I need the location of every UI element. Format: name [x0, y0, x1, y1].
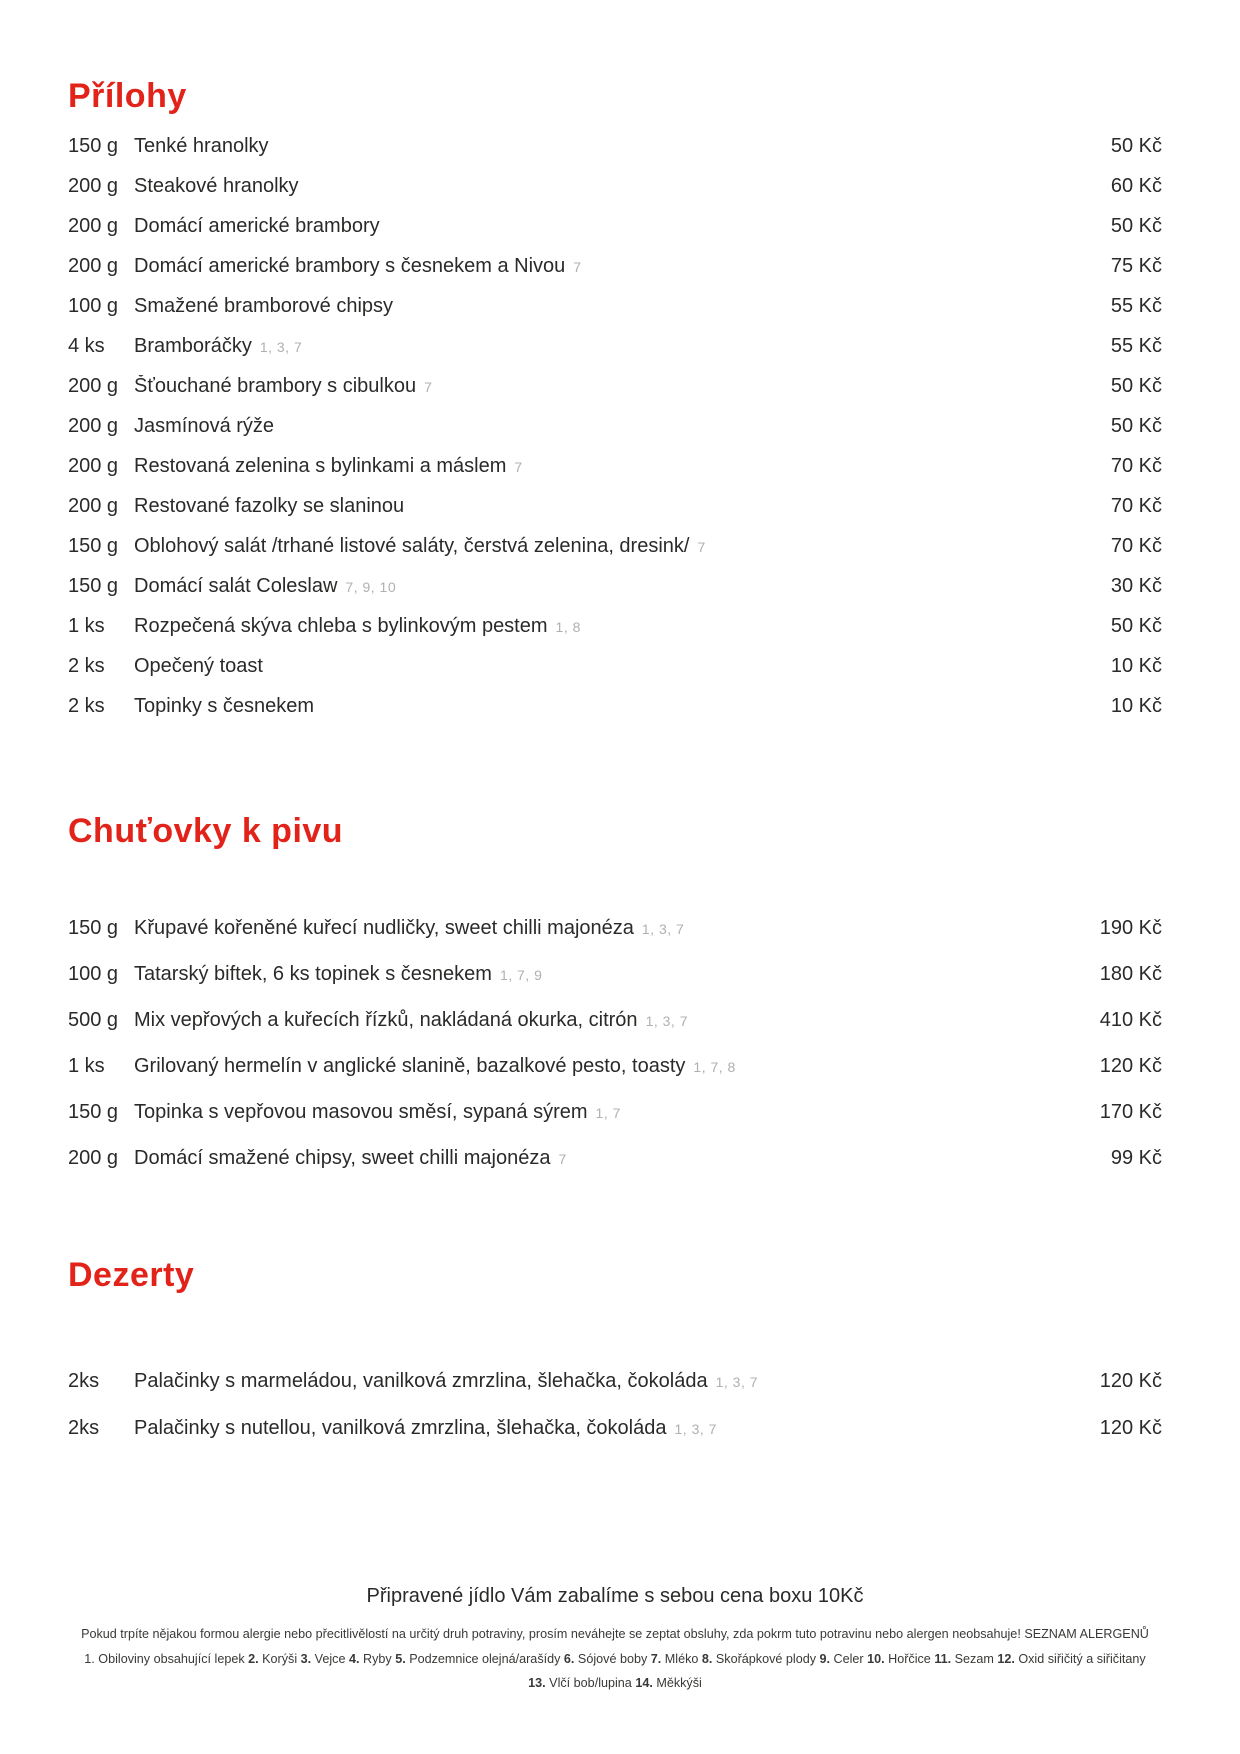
item-price: 50 Kč — [1110, 215, 1162, 238]
item-price: 180 Kč — [1099, 962, 1162, 985]
menu-item-row — [68, 335, 1162, 375]
allergy-note-segment: 12. — [997, 1651, 1015, 1666]
item-name: Domácí smažené chipsy, sweet chilli majonéza — [134, 1146, 551, 1169]
item-price: 170 Kč — [1099, 1100, 1162, 1123]
item-price: 190 Kč — [1099, 916, 1162, 939]
item-quantity: 500 g — [68, 1008, 119, 1031]
menu-item-row — [68, 375, 1162, 415]
item-quantity: 150 g — [68, 135, 119, 158]
allergy-note-segment: Obiloviny obsahující lepek — [94, 1651, 249, 1666]
item-price: 410 Kč — [1099, 1008, 1162, 1031]
section-chutovky-k-pivu — [68, 813, 1162, 1192]
item-quantity: 2ks — [68, 1417, 100, 1440]
item-name-cell — [134, 215, 1095, 238]
section-prilohy — [68, 78, 1162, 735]
item-name: Oblohový salát /trhané listové saláty, čerstvá zelenina, dresink/ — [134, 535, 690, 558]
item-allergens: 7 — [514, 459, 523, 476]
menu-item-row — [68, 415, 1162, 455]
menu-item-row — [68, 135, 1162, 175]
section-title-prilohy: Přílohy — [68, 77, 187, 115]
menu-item-row — [68, 575, 1162, 615]
allergy-note-segment: 3. — [300, 1651, 312, 1666]
item-name-cell — [134, 495, 1095, 518]
item-name: Bramboráčky — [134, 335, 252, 358]
allergy-note-segment: 14. — [635, 1676, 653, 1691]
item-allergens: 1, 8 — [555, 619, 581, 636]
item-name: Domácí salát Coleslaw — [134, 575, 338, 598]
allergy-note-segment: Ryby — [359, 1651, 396, 1666]
item-name: Restovaná zelenina s bylinkami a máslem — [134, 455, 507, 478]
item-allergens: 1, 3, 7 — [674, 1421, 717, 1438]
allergy-note-segment: Měkkýši — [652, 1676, 702, 1691]
item-price: 120 Kč — [1099, 1054, 1162, 1077]
allergy-note-segment: 5. — [395, 1651, 406, 1666]
takeaway-note: Připravené jídlo Vám zabalíme s sebou cena boxu 10Kč — [366, 1585, 864, 1608]
menu-item-row — [68, 1370, 1162, 1417]
item-allergens: 7 — [573, 259, 582, 276]
item-price: 120 Kč — [1099, 1417, 1162, 1440]
item-quantity: 200 g — [68, 175, 119, 198]
item-quantity: 4 ks — [68, 335, 105, 358]
allergy-note-segment: 1. — [84, 1651, 95, 1666]
item-quantity: 100 g — [68, 962, 119, 985]
item-quantity: 2 ks — [68, 695, 105, 718]
item-allergens: 7 — [424, 379, 433, 396]
allergy-note-segment: Celer — [830, 1651, 868, 1666]
item-name-cell — [134, 575, 1095, 598]
item-allergens: 7 — [697, 539, 706, 556]
item-name: Opečený toast — [134, 655, 263, 678]
section-title-chutovky-k-pivu: Chuťovky k pivu — [68, 812, 344, 851]
allergy-note-segment: 11. — [934, 1651, 952, 1666]
item-price: 50 Kč — [1110, 375, 1162, 398]
allergy-note-segment: Hořčice — [884, 1651, 935, 1666]
item-name: Domácí americké brambory — [134, 215, 380, 238]
item-name-cell — [134, 695, 1095, 718]
menu-item-row — [68, 495, 1162, 535]
item-name: Mix vepřových a kuřecích řízků, nakládaná okurka, citrón — [134, 1008, 638, 1031]
item-allergens: 7 — [558, 1150, 567, 1167]
allergy-note-segment: 2. — [248, 1651, 259, 1666]
allergy-note-segment: 13. — [528, 1676, 546, 1691]
menu-item-row — [68, 255, 1162, 295]
menu-item-row — [68, 1055, 1162, 1101]
item-quantity: 200 g — [68, 375, 119, 398]
allergy-note-segment: Vejce — [311, 1651, 349, 1666]
section-dezerty — [68, 1257, 1162, 1464]
item-name-cell — [134, 963, 1084, 986]
item-quantity: 200 g — [68, 1146, 119, 1169]
item-allergens: 1, 3, 7 — [641, 920, 685, 937]
item-name-cell — [134, 375, 1095, 398]
item-name-cell — [134, 1417, 1084, 1440]
item-allergens: 1, 3, 7 — [645, 1012, 688, 1029]
item-name: Šťouchané brambory s cibulkou — [134, 375, 417, 398]
item-name-cell — [134, 655, 1095, 678]
item-price: 10 Kč — [1110, 655, 1162, 678]
item-name-cell — [134, 1101, 1084, 1124]
item-quantity: 100 g — [68, 295, 119, 318]
section-rows-chutovky-k-pivu — [68, 917, 1162, 1193]
item-price: 10 Kč — [1110, 695, 1162, 718]
section-rows-prilohy — [68, 135, 1162, 735]
item-name-cell — [134, 1055, 1084, 1078]
item-quantity: 150 g — [68, 535, 119, 558]
item-price: 55 Kč — [1110, 295, 1162, 318]
item-quantity: 1 ks — [68, 1054, 105, 1077]
menu-item-row — [68, 1101, 1162, 1147]
item-name: Topinky s česnekem — [134, 695, 315, 718]
menu-item-row — [68, 455, 1162, 495]
menu-item-row — [68, 295, 1162, 335]
item-name-cell — [134, 415, 1095, 438]
allergy-note-segment: 4. — [348, 1651, 360, 1666]
item-quantity: 150 g — [68, 1100, 119, 1123]
allergy-note-segment: Vlčí bob/lupina — [545, 1676, 636, 1691]
item-price: 70 Kč — [1110, 495, 1162, 518]
item-quantity: 150 g — [68, 916, 119, 939]
item-name: Jasmínová rýže — [134, 415, 275, 438]
menu-item-row — [68, 1417, 1162, 1464]
item-name-cell — [134, 455, 1095, 478]
item-name: Palačinky s marmeládou, vanilková zmrzlina, šlehačka, čokoláda — [134, 1370, 708, 1393]
menu-item-row — [68, 695, 1162, 735]
item-allergens: 1, 3, 7 — [715, 1374, 759, 1391]
allergy-note-segment: Sójové boby — [574, 1651, 651, 1666]
item-name-cell — [134, 175, 1095, 198]
item-name: Tenké hranolky — [134, 135, 269, 158]
item-name-cell — [134, 295, 1095, 318]
item-price: 50 Kč — [1110, 415, 1162, 438]
menu-item-row — [68, 963, 1162, 1009]
allergy-note-segment: Korýši — [258, 1651, 301, 1666]
allergy-note-segment: 6. — [563, 1651, 575, 1666]
allergy-note-segment: 9. — [819, 1651, 831, 1666]
item-price: 50 Kč — [1110, 135, 1162, 158]
item-price: 70 Kč — [1110, 535, 1162, 558]
item-quantity: 200 g — [68, 215, 119, 238]
allergy-note-segment: Oxid siřičitý a siřičitany — [1014, 1651, 1146, 1666]
item-allergens: 1, 7, 8 — [693, 1058, 736, 1075]
item-quantity: 150 g — [68, 575, 119, 598]
item-allergens: 1, 7, 9 — [499, 966, 543, 983]
item-name: Rozpečená skýva chleba s bylinkovým pestem — [134, 615, 548, 638]
item-quantity: 200 g — [68, 455, 119, 478]
item-quantity: 200 g — [68, 495, 119, 518]
item-quantity: 2 ks — [68, 655, 105, 678]
menu-item-row — [68, 1147, 1162, 1193]
item-name: Palačinky s nutellou, vanilková zmrzlina, šlehačka, čokoláda — [134, 1417, 667, 1440]
menu-item-row — [68, 535, 1162, 575]
item-allergens: 1, 3, 7 — [259, 339, 303, 356]
item-name-cell — [134, 1009, 1084, 1032]
item-price: 60 Kč — [1110, 175, 1162, 198]
menu-item-row — [68, 175, 1162, 215]
item-name-cell — [134, 1370, 1084, 1393]
item-name-cell — [134, 535, 1095, 558]
item-name-cell — [134, 135, 1095, 158]
menu-item-row — [68, 615, 1162, 655]
item-name: Topinka s vepřovou masovou směsí, sypaná sýrem — [134, 1100, 588, 1123]
section-rows-dezerty — [68, 1370, 1162, 1464]
allergy-note-segment: Podzemnice olejná/arašídy — [405, 1651, 564, 1666]
item-price: 50 Kč — [1110, 615, 1162, 638]
menu-item-row — [68, 1009, 1162, 1055]
item-price: 75 Kč — [1110, 255, 1162, 278]
item-allergens: 1, 7 — [595, 1104, 621, 1121]
allergy-note-segment: Sezam — [951, 1651, 998, 1666]
item-name-cell — [134, 255, 1095, 278]
allergy-note-segment: Mléko — [661, 1651, 702, 1666]
allergy-note-segment: 7. — [650, 1651, 662, 1666]
item-price: 70 Kč — [1110, 455, 1162, 478]
item-name: Tatarský biftek, 6 ks topinek s česnekem — [134, 962, 492, 985]
menu-item-row — [68, 917, 1162, 963]
item-name-cell — [134, 335, 1095, 358]
item-name: Steakové hranolky — [134, 175, 299, 198]
section-title-dezerty: Dezerty — [68, 1255, 195, 1294]
item-name: Grilovaný hermelín v anglické slanině, bazalkové pesto, toasty — [134, 1054, 686, 1077]
item-name-cell — [134, 1147, 1095, 1170]
allergy-note-segment: 10. — [867, 1651, 885, 1666]
allergy-note-segment: Pokud trpíte nějakou formou alergie nebo přecitlivělostí na určitý druh potraviny, prosím neváhejte se zeptat obsluhy, zda pokrm tuto potravinu nebo alergen neobsahuje! SEZNAM ALERGENŮ — [81, 1627, 1149, 1642]
allergy-note-segment: Skořápkové plody — [712, 1651, 820, 1666]
item-name: Křupavé kořeněné kuřecí nudličky, sweet chilli majonéza — [134, 916, 634, 939]
item-quantity: 200 g — [68, 415, 119, 438]
item-quantity: 200 g — [68, 255, 119, 278]
item-name: Domácí americké brambory s česnekem a Nivou — [134, 255, 566, 278]
menu-item-row — [68, 655, 1162, 695]
item-name: Restované fazolky se slaninou — [134, 495, 405, 518]
item-name: Smažené bramborové chipsy — [134, 295, 394, 318]
menu-item-row — [68, 215, 1162, 255]
item-quantity: 1 ks — [68, 615, 105, 638]
allergy-note-segment: 8. — [701, 1651, 713, 1666]
item-price: 55 Kč — [1110, 335, 1162, 358]
item-price: 30 Kč — [1110, 575, 1162, 598]
item-quantity: 2ks — [68, 1370, 100, 1393]
item-name-cell — [134, 615, 1095, 638]
item-name-cell — [134, 917, 1084, 940]
item-price: 120 Kč — [1099, 1370, 1162, 1393]
item-price: 99 Kč — [1110, 1146, 1162, 1169]
item-allergens: 7, 9, 10 — [345, 579, 397, 596]
allergy-note — [80, 1622, 1150, 1696]
footer — [68, 1585, 1162, 1696]
